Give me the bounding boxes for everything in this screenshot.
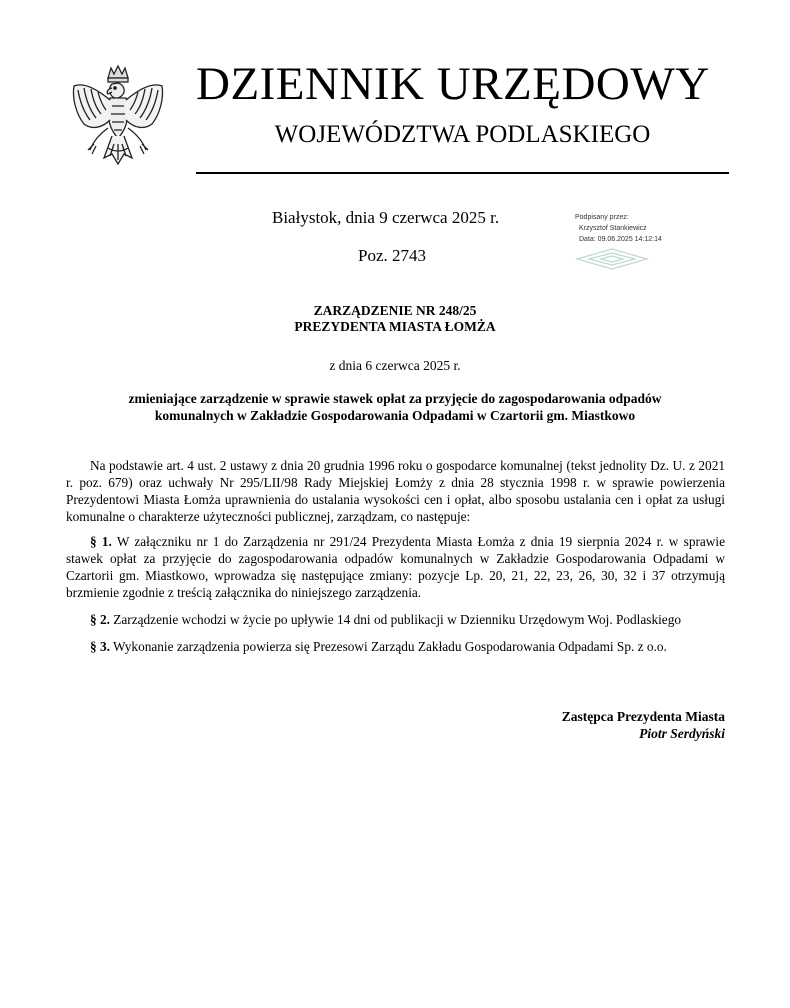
section-1-paragraph bbox=[66, 533, 725, 601]
section-1-text: W załączniku nr 1 do Zarządzenia nr 291/24 Prezydenta Miasta Łomża z dnia 19 sierpnia 2024 r. w sprawie stawek opłat za przyjęcie do zagospodarowania odpadów komunalnych w Zakładzie Gospodarowania Odpadami w Czartorii gm. Miastkowo, wprowadza się następujące zmiany: pozycje Lp. 20, 21, 22, 23, 26, 30, 32 i 37 otrzymują brzmienie zgodnie z treścią załącznika do niniejszego zarządzenia. bbox=[66, 534, 725, 600]
signoff-block bbox=[400, 708, 725, 742]
signature-stamp-icon bbox=[575, 248, 649, 270]
section-2-paragraph bbox=[66, 611, 725, 628]
masthead-divider bbox=[196, 172, 729, 174]
ordinance-issuer: PREZYDENTA MIASTA ŁOMŻA bbox=[294, 319, 496, 334]
section-2-text: Zarządzenie wchodzi w życie po upływie 14 dni od publikacji w Dzienniku Urzędowym Woj. Podlaskiego bbox=[109, 612, 681, 627]
digital-signature-block bbox=[575, 212, 705, 245]
section-2-label: § 2. bbox=[90, 612, 110, 627]
journal-subtitle: WOJEWÓDZTWA PODLASKIEGO bbox=[274, 121, 651, 148]
preamble-paragraph: Na podstawie art. 4 ust. 2 ustawy z dnia 20 grudnia 1996 roku o gospodarce komunalnej (tekst jednolity Dz. U. z 2021 r. poz. 679) oraz uchwały Nr 295/LII/98 Rady Miejskiej Łomży z dnia 28 stycznia 1998 r. w sprawie powierzenia Prezydentowi Miasta Łomża uprawnienia do ustalania wysokości cen i opłat, albo sposobu ustalania cen i opłat za usługi komunalne o charakterze użyteczności publicznej, zarządzam, co następuje: bbox=[66, 458, 725, 524]
signature-date: Data: 09.06.2025 14:12:14 bbox=[579, 236, 662, 243]
section-3-text: Wykonanie zarządzenia powierza się Prezesowi Zarządu Zakładu Gospodarowania Odpadami Sp. z o.o. bbox=[109, 639, 667, 654]
section-1-label: § 1. bbox=[90, 534, 112, 549]
ordinance-title bbox=[60, 303, 730, 335]
ordinance-number: ZARZĄDZENIE NR 248/25 bbox=[313, 303, 477, 318]
publication-position: Poz. 2743 bbox=[358, 246, 426, 265]
ordinance-body bbox=[66, 457, 725, 665]
ordinance-subject-line1: zmieniające zarządzenie w sprawie stawek opłat za przyjęcie do zagospodarowania odpadów bbox=[128, 391, 662, 406]
section-3-paragraph bbox=[66, 638, 725, 655]
signature-signer: Krzysztof Stankiewicz bbox=[579, 225, 647, 232]
journal-title: DZIENNIK URZĘDOWY bbox=[196, 58, 710, 110]
ordinance-date: z dnia 6 czerwca 2025 r. bbox=[329, 358, 461, 373]
publication-place-date: Białystok, dnia 9 czerwca 2025 r. bbox=[272, 208, 500, 227]
section-3-label: § 3. bbox=[90, 639, 110, 654]
signature-label: Podpisany przez: bbox=[575, 214, 629, 221]
polish-eagle-emblem-icon bbox=[68, 64, 168, 178]
ordinance-subject-line2: komunalnych w Zakładzie Gospodarowania Odpadami w Czartorii gm. Miastkowo bbox=[154, 408, 636, 423]
signoff-name: Piotr Serdyński bbox=[639, 726, 725, 741]
signoff-role: Zastępca Prezydenta Miasta bbox=[561, 709, 725, 724]
ordinance-subject bbox=[60, 390, 730, 424]
